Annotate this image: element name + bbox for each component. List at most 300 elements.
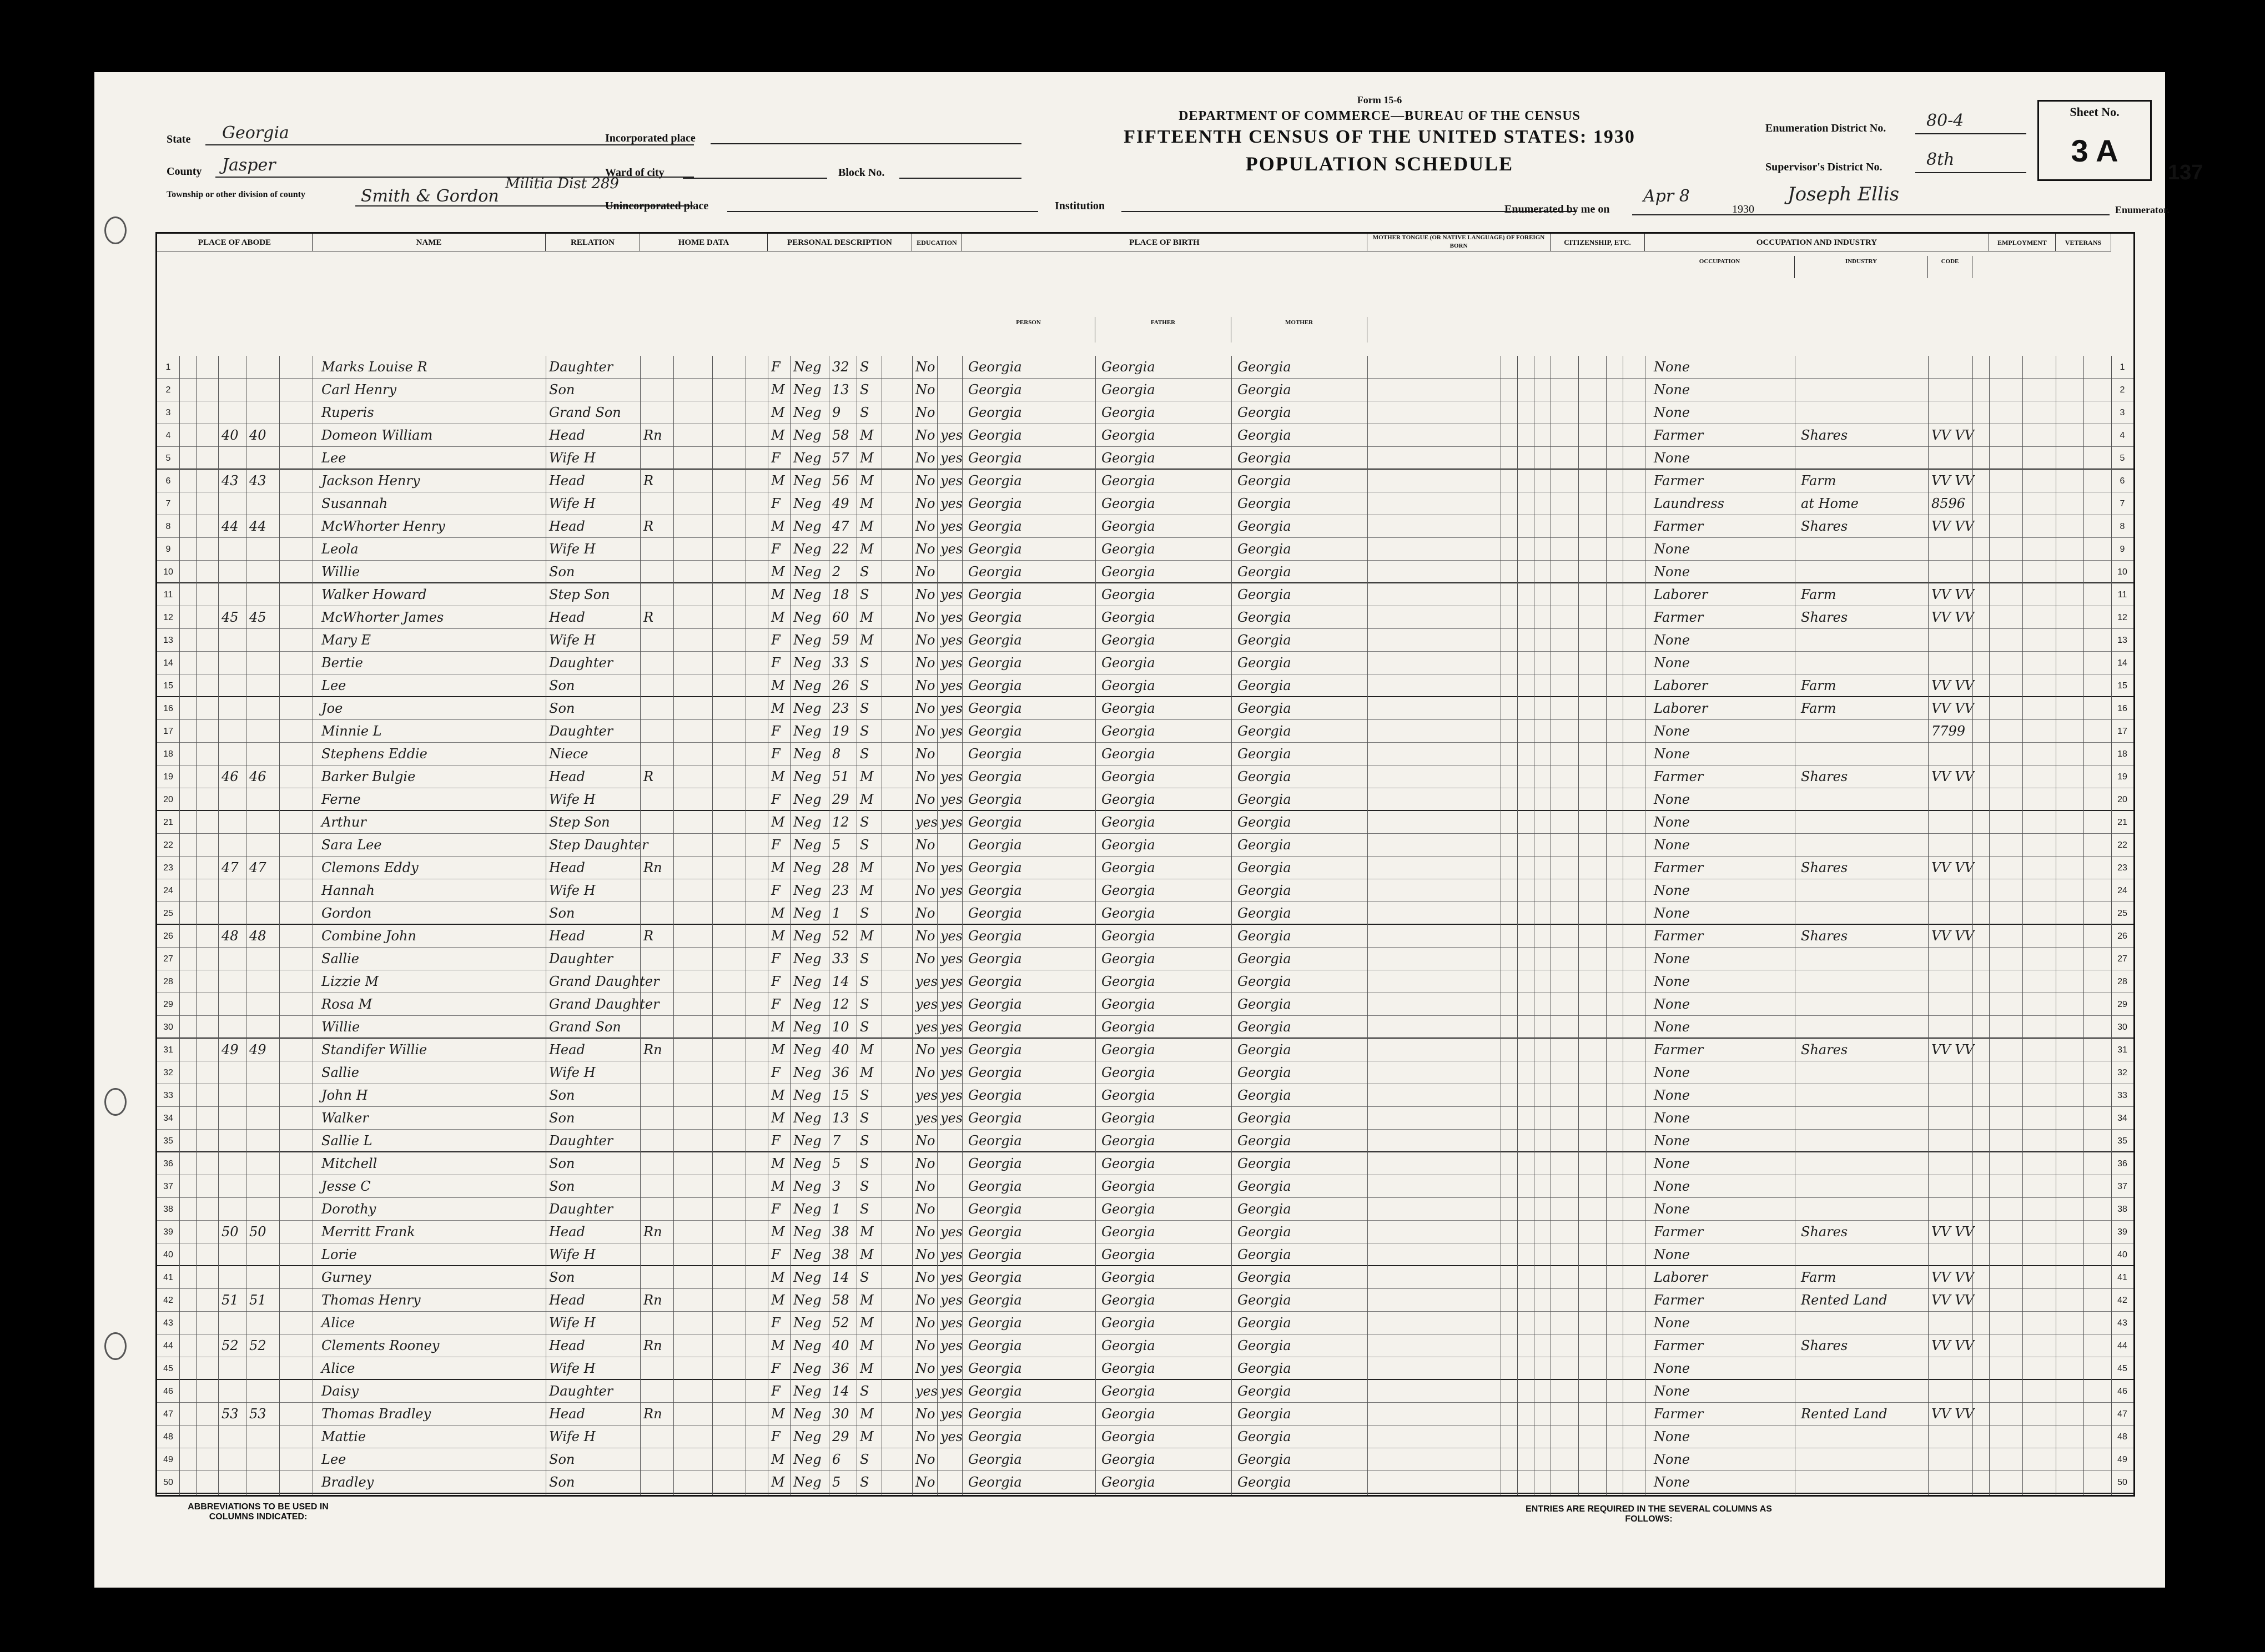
cell-industry (1798, 948, 1928, 970)
cell-father: Georgia (1101, 974, 1155, 989)
cell-mother: Georgia (1237, 1361, 1291, 1376)
cell-read (937, 743, 962, 765)
cell-mother: Georgia (1237, 1110, 1291, 1126)
group-relation: RELATION (546, 234, 640, 251)
cell-industry (1798, 1016, 1928, 1039)
column-rule (179, 356, 180, 1495)
cell-name: McWhorter James (321, 610, 444, 625)
cell-home (640, 1130, 673, 1152)
cell-father: Georgia (1101, 1042, 1155, 1057)
cell-name: Jesse C (321, 1178, 371, 1194)
cell-dwelling (218, 447, 246, 470)
cell-code: VV VV (1931, 928, 1974, 944)
cell-code (1928, 356, 1984, 379)
cell-line-right: 46 (2117, 1387, 2127, 1396)
cell-home (640, 743, 673, 765)
cell-school: No (915, 359, 935, 375)
cell-relation: Wife H (549, 1065, 596, 1080)
cell-industry (1798, 447, 1928, 470)
cell-family: 51 (249, 1292, 266, 1308)
cell-race: Neg (793, 1178, 822, 1194)
cell-school: No (915, 905, 935, 921)
cell-dwelling: 53 (222, 1406, 239, 1422)
cell-race: Neg (793, 792, 822, 807)
cell-industry (1798, 1471, 1928, 1494)
cell-marital: M (860, 541, 874, 557)
cell-race: Neg (793, 1110, 822, 1126)
cell-industry (1798, 1198, 1928, 1221)
cell-industry (1798, 1152, 1928, 1175)
cell-age: 52 (832, 928, 849, 944)
cell-read: yes (940, 655, 963, 671)
cell-home (640, 879, 673, 902)
cell-name: Leola (321, 541, 359, 557)
cell-race: Neg (793, 701, 822, 716)
cell-mother: Georgia (1237, 883, 1291, 898)
cell-relation: Daughter (549, 1133, 613, 1149)
group-education: EDUCATION (912, 234, 962, 251)
table-row (157, 1403, 2133, 1426)
cell-father: Georgia (1101, 678, 1155, 693)
cell-home (640, 492, 673, 515)
cell-birth: Georgia (968, 1270, 1022, 1285)
cell-sex: M (771, 382, 785, 397)
cell-occupation: None (1654, 723, 1690, 739)
cell-relation: Grand Daughter (549, 974, 660, 989)
cell-home (640, 788, 673, 811)
cell-father: Georgia (1101, 1247, 1155, 1262)
cell-line: 26 (163, 931, 173, 941)
cell-line-right: 49 (2117, 1455, 2127, 1464)
supervisor-value: 8th (1926, 150, 1955, 169)
cell-line: 13 (163, 636, 173, 645)
column-rule (1972, 356, 1973, 1495)
cell-read: yes (940, 427, 963, 443)
township-value: Smith & Gordon (361, 187, 499, 206)
cell-line: 6 (165, 476, 171, 486)
cell-dwelling (218, 1471, 246, 1494)
cell-code (1928, 1448, 1984, 1471)
cell-occupation: None (1654, 837, 1690, 853)
cell-occupation: None (1654, 1474, 1690, 1490)
cell-line: 17 (163, 727, 173, 736)
cell-read (937, 1198, 962, 1221)
cell-sex: M (771, 1178, 785, 1194)
cell-industry (1798, 1380, 1928, 1403)
cell-read (937, 1175, 962, 1198)
unincorporated-line (727, 192, 1038, 212)
cell-dwelling (218, 652, 246, 674)
cell-occupation: None (1654, 1452, 1690, 1467)
cell-read: yes (940, 996, 963, 1012)
cell-line: 30 (163, 1023, 173, 1032)
cell-father: Georgia (1101, 427, 1155, 443)
cell-home (640, 674, 673, 697)
cell-read: yes (940, 1110, 963, 1126)
cell-read: yes (940, 723, 963, 739)
cell-father: Georgia (1101, 655, 1155, 671)
cell-father: Georgia (1101, 1224, 1155, 1240)
cell-line: 11 (163, 590, 173, 600)
cell-dwelling: 51 (222, 1292, 239, 1308)
cell-school: No (915, 1406, 935, 1422)
cell-family: 44 (249, 518, 266, 534)
cell-birth: Georgia (968, 1065, 1022, 1080)
cell-relation: Son (549, 1452, 575, 1467)
cell-line: 31 (163, 1045, 173, 1055)
cell-marital: S (860, 382, 869, 397)
cell-relation: Head (549, 1338, 585, 1353)
table-row (157, 424, 2133, 447)
cell-occupation: Laborer (1654, 678, 1708, 693)
cell-line: 24 (163, 886, 173, 895)
county-value: Jasper (222, 155, 276, 175)
table-row (157, 583, 2133, 606)
cell-father: Georgia (1101, 1201, 1155, 1217)
cell-age: 13 (832, 382, 849, 397)
cell-family (246, 379, 279, 401)
cell-line-right: 9 (2120, 545, 2125, 554)
cell-father: Georgia (1101, 564, 1155, 580)
cell-code (1928, 561, 1984, 583)
cell-home (640, 720, 673, 743)
cell-father: Georgia (1101, 496, 1155, 511)
cell-dwelling (218, 492, 246, 515)
cell-relation: Daughter (549, 951, 613, 966)
table-row (157, 811, 2133, 834)
cell-race: Neg (793, 996, 822, 1012)
cell-line-right: 7 (2120, 499, 2125, 508)
cell-age: 23 (832, 701, 849, 716)
cell-relation: Head (549, 1224, 585, 1240)
cell-line-right: 32 (2117, 1068, 2127, 1077)
cell-sex: M (771, 928, 785, 944)
cell-line-right: 39 (2117, 1227, 2127, 1237)
cell-age: 51 (832, 769, 849, 784)
cell-family (246, 1448, 279, 1471)
cell-code: VV VV (1931, 1406, 1974, 1422)
cell-dwelling (218, 879, 246, 902)
table-row (157, 356, 2133, 379)
cell-occupation: None (1654, 359, 1690, 375)
table-row (157, 834, 2133, 857)
table-row (157, 1289, 2133, 1312)
cell-code (1928, 834, 1984, 857)
cell-line-right: 3 (2120, 408, 2125, 417)
cell-name: Alice (321, 1361, 355, 1376)
cell-relation: Step Son (549, 814, 610, 830)
cell-relation: Wife H (549, 496, 596, 511)
cell-family (246, 1084, 279, 1107)
cell-read: yes (940, 1315, 963, 1331)
cell-school: No (915, 541, 935, 557)
cell-sex: M (771, 610, 785, 625)
cell-mother: Georgia (1237, 746, 1291, 762)
cell-name: Barker Bulgie (321, 769, 416, 784)
enumeration-value: 80-4 (1926, 111, 1964, 130)
cell-age: 40 (832, 1338, 849, 1353)
cell-family: 52 (249, 1338, 266, 1353)
cell-race: Neg (793, 1201, 822, 1217)
cell-occupation: None (1654, 450, 1690, 466)
cell-line: 49 (163, 1455, 173, 1464)
cell-family (246, 492, 279, 515)
cell-birth: Georgia (968, 860, 1022, 875)
cell-marital: M (860, 792, 874, 807)
cell-code (1928, 993, 1984, 1016)
cell-read: yes (940, 1224, 963, 1240)
cell-school: No (915, 1065, 935, 1080)
cell-dwelling (218, 1266, 246, 1289)
cell-read (937, 356, 962, 379)
cell-marital: M (860, 632, 874, 648)
cell-mother: Georgia (1237, 518, 1291, 534)
cell-line-right: 26 (2117, 931, 2127, 941)
cell-marital: M (860, 769, 874, 784)
cell-mother: Georgia (1237, 1133, 1291, 1149)
cell-race: Neg (793, 427, 822, 443)
cell-school: No (915, 1270, 935, 1285)
cell-occupation: None (1654, 905, 1690, 921)
column-rule (912, 356, 913, 1495)
cell-line-right: 42 (2117, 1296, 2127, 1305)
cell-read (937, 834, 962, 857)
cell-line: 3 (165, 408, 171, 417)
cell-family (246, 1312, 279, 1334)
cell-race: Neg (793, 1156, 822, 1171)
cell-race: Neg (793, 1338, 822, 1353)
cell-occupation: Laborer (1654, 1270, 1708, 1285)
cell-line: 1 (165, 362, 171, 372)
cell-code (1928, 1061, 1984, 1084)
cell-industry (1798, 379, 1928, 401)
cell-father: Georgia (1101, 1270, 1155, 1285)
cell-father: Georgia (1101, 632, 1155, 648)
group-place-of-abode: PLACE OF ABODE (157, 234, 313, 251)
cell-industry (1798, 652, 1928, 674)
cell-line: 2 (165, 385, 171, 395)
cell-family (246, 1175, 279, 1198)
cell-race: Neg (793, 541, 822, 557)
cell-father: Georgia (1101, 996, 1155, 1012)
state-value: Georgia (222, 123, 289, 143)
cell-age: 15 (832, 1087, 849, 1103)
cell-age: 14 (832, 1383, 849, 1399)
column-rule (1517, 356, 1518, 1495)
cell-race: Neg (793, 837, 822, 853)
cell-school: No (915, 1474, 935, 1490)
cell-relation: Niece (549, 746, 588, 762)
cell-family: 49 (249, 1042, 266, 1057)
cell-family: 50 (249, 1224, 266, 1240)
cell-industry: Farm (1801, 701, 1836, 716)
cell-occupation: None (1654, 1065, 1690, 1080)
cell-sex: F (771, 837, 781, 853)
table-row (157, 857, 2133, 879)
cell-occupation: Farmer (1654, 427, 1704, 443)
cell-occupation: None (1654, 814, 1690, 830)
cell-birth: Georgia (968, 883, 1022, 898)
cell-marital: S (860, 1452, 869, 1467)
cell-age: 30 (832, 1406, 849, 1422)
cell-family (246, 970, 279, 993)
cell-code (1928, 1152, 1984, 1175)
cell-dwelling (218, 1107, 246, 1130)
cell-father: Georgia (1101, 905, 1155, 921)
cell-line: 42 (163, 1296, 173, 1305)
cell-birth: Georgia (968, 1019, 1022, 1035)
cell-marital: S (860, 996, 869, 1012)
col-code: CODE (1928, 256, 1972, 278)
cell-relation: Daughter (549, 655, 613, 671)
cell-code: 7799 (1931, 723, 1966, 739)
cell-dwelling: 49 (222, 1042, 239, 1057)
cell-age: 19 (832, 723, 849, 739)
col-occupation: OCCUPATION (1645, 256, 1795, 278)
incorporated-line (711, 124, 1021, 144)
cell-birth: Georgia (968, 1042, 1022, 1057)
cell-race: Neg (793, 1406, 822, 1422)
cell-birth: Georgia (968, 655, 1022, 671)
cell-birth: Georgia (968, 450, 1022, 466)
cell-dwelling (218, 401, 246, 424)
cell-industry (1798, 1084, 1928, 1107)
cell-read (937, 902, 962, 925)
binder-hole (104, 1088, 127, 1116)
column-rule (1989, 356, 1990, 1495)
cell-sex: M (771, 769, 785, 784)
cell-read: yes (940, 1042, 963, 1057)
cell-father: Georgia (1101, 405, 1155, 420)
table-row (157, 902, 2133, 925)
cell-occupation: None (1654, 1361, 1690, 1376)
cell-line-right: 44 (2117, 1341, 2127, 1351)
cell-name: Sallie L (321, 1133, 373, 1149)
cell-school: No (915, 1361, 935, 1376)
cell-name: Clements Rooney (321, 1338, 440, 1353)
cell-occupation: Farmer (1654, 1338, 1704, 1353)
cell-age: 59 (832, 632, 849, 648)
cell-sex: F (771, 792, 781, 807)
cell-school: No (915, 610, 935, 625)
cell-line: 48 (163, 1432, 173, 1442)
cell-code: VV VV (1931, 473, 1974, 488)
cell-home (640, 1243, 673, 1266)
cell-name: Lizzie M (321, 974, 379, 989)
cell-age: 33 (832, 951, 849, 966)
cell-birth: Georgia (968, 496, 1022, 511)
table-row (157, 1175, 2133, 1198)
cell-dwelling (218, 948, 246, 970)
cell-home (640, 1312, 673, 1334)
table-row (157, 1221, 2133, 1243)
cell-birth: Georgia (968, 473, 1022, 488)
cell-school: No (915, 1224, 935, 1240)
township-label: Township or other division of county (167, 190, 305, 199)
cell-read: yes (940, 1361, 963, 1376)
cell-home (640, 447, 673, 470)
cell-occupation: Farmer (1654, 769, 1704, 784)
cell-family (246, 788, 279, 811)
cell-birth: Georgia (968, 1361, 1022, 1376)
cell-occupation: None (1654, 746, 1690, 762)
cell-school: No (915, 1315, 935, 1331)
cell-mother: Georgia (1237, 837, 1291, 853)
cell-mother: Georgia (1237, 1383, 1291, 1399)
cell-line: 10 (163, 567, 173, 577)
column-rule (2083, 356, 2084, 1495)
cell-mother: Georgia (1237, 1315, 1291, 1331)
cell-race: Neg (793, 814, 822, 830)
cell-race: Neg (793, 951, 822, 966)
cell-school: No (915, 518, 935, 534)
cell-name: Sara Lee (321, 837, 382, 853)
cell-home (640, 1084, 673, 1107)
cell-sex: F (771, 883, 781, 898)
column-rule (2111, 356, 2112, 1495)
column-rule (1578, 356, 1579, 1495)
cell-marital: M (860, 1292, 874, 1308)
cell-sex: M (771, 701, 785, 716)
table-row (157, 538, 2133, 561)
cell-line: 8 (165, 522, 171, 531)
cell-marital: M (860, 610, 874, 625)
cell-code (1928, 1175, 1984, 1198)
group-mother-tongue: MOTHER TONGUE (OR NATIVE LANGUAGE) OF FOREIGN BORN (1367, 234, 1551, 251)
cell-relation: Son (549, 1474, 575, 1490)
table-row (157, 561, 2133, 583)
cell-name: Gordon (321, 905, 372, 921)
cell-industry (1798, 629, 1928, 652)
cell-industry: Shares (1801, 928, 1848, 944)
cell-occupation: None (1654, 996, 1690, 1012)
cell-birth: Georgia (968, 1383, 1022, 1399)
cell-sex: M (771, 1292, 785, 1308)
cell-age: 36 (832, 1065, 849, 1080)
cell-age: 13 (832, 1110, 849, 1126)
abbreviations-title: ABBREVIATIONS TO BE USED IN COLUMNS INDICATED: (188, 1502, 329, 1522)
cell-sex: F (771, 541, 781, 557)
cell-code (1928, 1243, 1984, 1266)
cell-age: 5 (832, 837, 841, 853)
cell-school: No (915, 427, 935, 443)
cell-name: Thomas Bradley (321, 1406, 431, 1422)
table-row (157, 948, 2133, 970)
cell-industry: Shares (1801, 427, 1848, 443)
table-row (157, 401, 2133, 424)
cell-dwelling (218, 970, 246, 993)
cell-dwelling: 47 (222, 860, 239, 875)
cell-birth: Georgia (968, 951, 1022, 966)
cell-marital: M (860, 928, 874, 944)
cell-sex: M (771, 405, 785, 420)
cell-sex: M (771, 905, 785, 921)
cell-occupation: None (1654, 564, 1690, 580)
cell-dwelling (218, 629, 246, 652)
cell-code (1928, 879, 1984, 902)
cell-industry (1798, 1243, 1928, 1266)
cell-line: 22 (163, 840, 173, 850)
cell-school: No (915, 405, 935, 420)
cell-school: No (915, 860, 935, 875)
cell-school: No (915, 587, 935, 602)
cell-home: R (643, 928, 654, 944)
cell-line: 15 (163, 681, 173, 691)
cell-code: VV VV (1931, 427, 1974, 443)
cell-school: No (915, 723, 935, 739)
cell-father: Georgia (1101, 746, 1155, 762)
cell-mother: Georgia (1237, 632, 1291, 648)
